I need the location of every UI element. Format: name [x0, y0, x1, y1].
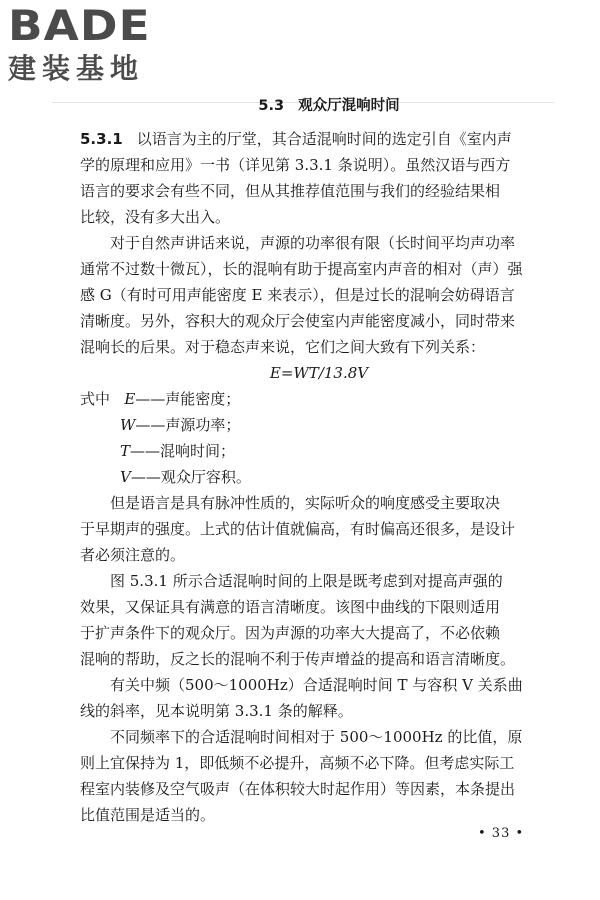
text-line: 比较，没有多大出入。	[80, 208, 231, 226]
var-desc: ——声源功率；	[135, 416, 241, 434]
text-line: 感 G（有时可用声能密度 E 来表示），但是过长的混响会妨碍语言	[80, 286, 515, 304]
text-line: 但是语言是具有脉冲性质的，实际听众的响度感受主要取决	[110, 494, 501, 512]
text-line: 对于自然声讲话来说，声源的功率很有限（长时间平均声功率	[110, 234, 516, 252]
logo-subtitle: 建装基地	[8, 52, 145, 85]
text-line: 比值范围是适当的。	[80, 806, 216, 824]
text-line: 学的原理和应用》一书（详见第 3.3.1 条说明）。虽然汉语与西方	[80, 156, 511, 174]
text-line: 者必须注意的。	[80, 546, 186, 564]
var-symbol: V	[120, 468, 131, 486]
text-line: 不同频率下的合适混响时间相对于 500～1000Hz 的比值，原	[110, 728, 523, 746]
text-line: 程室内装修及空气吸声（在体积较大时起作用）等因素，本条提出	[80, 780, 516, 798]
var-symbol: W	[120, 416, 136, 434]
text-line: 则上宜保持为 1，即低频不必提升，高频不必下降。但考虑实际工	[80, 754, 515, 772]
page-number: • 33 •	[478, 826, 525, 841]
text-line: 线的斜率，见本说明第 3.3.1 条的解释。	[80, 702, 353, 720]
var-line	[80, 412, 558, 438]
section-title: 观众厅混响时间	[298, 98, 400, 114]
var-desc: ——观众厅容积。	[130, 468, 251, 486]
line-text: 以语言为主的厅堂，其合适混响时间的选定引自《室内声	[136, 130, 512, 148]
text-line: 于扩声条件下的观众厅。因为声源的功率大大提高了，不必依赖	[80, 624, 501, 642]
var-symbol: T	[120, 442, 131, 460]
var-line	[80, 386, 558, 412]
logo-wordmark: BADE	[8, 1, 151, 50]
logo	[8, 1, 178, 86]
text-line: 图 5.3.1 所示合适混响时间的上限是既考虑到对提高声强的	[110, 572, 503, 590]
section-number: 5.3	[258, 98, 285, 114]
section-heading	[80, 92, 558, 120]
text-line: 清晰度。另外，容积大的观众厅会使室内声能密度减小，同时带来	[80, 312, 516, 330]
text-line: 通常不过数十微瓦），长的混响有助于提高室内声音的相对（声）强	[80, 260, 523, 278]
var-line	[80, 464, 558, 490]
text-line	[80, 126, 558, 152]
var-desc: ——混响时间；	[130, 442, 236, 460]
text-line: 混响的帮助，反之长的混响不利于传声增益的提高和语言清晰度。	[80, 650, 516, 668]
where-label: 式中	[80, 390, 111, 408]
var-line	[80, 438, 558, 464]
text-line: 语言的要求会有些不同，但从其推荐值范围与我们的经验结果相	[80, 182, 501, 200]
text-line: 效果，又保证具有满意的语言清晰度。该图中曲线的下限则适用	[80, 598, 501, 616]
page-body	[80, 92, 558, 828]
clause-number: 5.3.1	[80, 130, 123, 148]
text-line: 混响长的后果。对于稳态声来说，它们之间大致有下列关系：	[80, 338, 486, 356]
var-desc: ——声能密度；	[135, 390, 241, 408]
formula: E=WT/13.8V	[269, 364, 369, 382]
text-line: 有关中频（500～1000Hz）合适混响时间 T 与容积 V 关系曲	[110, 676, 523, 694]
text-line: 于早期声的强度。上式的估计值就偏高，有时偏高还很多，是设计	[80, 520, 516, 538]
var-symbol: E	[124, 390, 136, 408]
